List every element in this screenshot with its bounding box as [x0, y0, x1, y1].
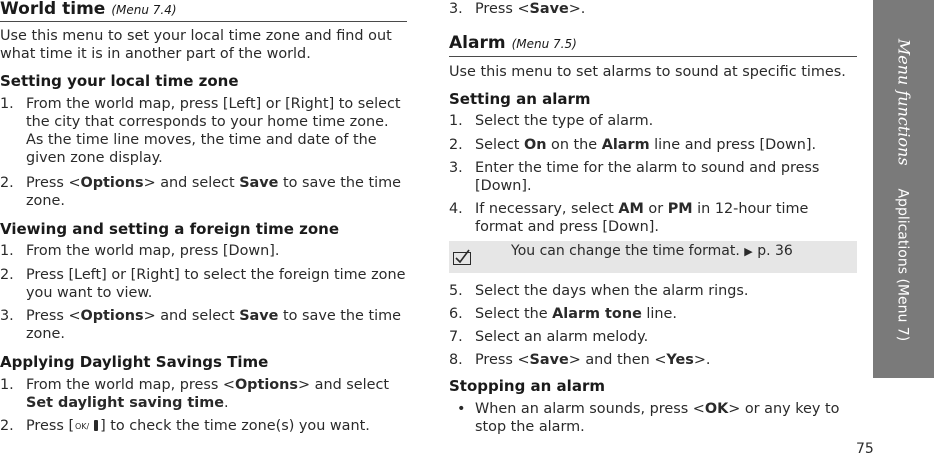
note-page-ref: p. 36 — [757, 243, 793, 259]
list-text: If necessary, select AM or PM in 12-hour time format and press [Down]. — [475, 201, 809, 235]
list-item — [449, 351, 857, 369]
list-number: 3. — [0, 308, 14, 324]
list-number: 3. — [449, 160, 463, 176]
list-number: 2. — [449, 137, 463, 153]
list-item — [449, 400, 857, 436]
list-number: 3. — [449, 1, 463, 17]
list-item — [449, 0, 857, 18]
world-time-title — [0, 0, 177, 19]
side-tab-subsection: Applications (Menu 7) — [894, 188, 911, 342]
world-time-menu-ref: (Menu 7.4) — [111, 3, 177, 17]
list-item — [0, 242, 407, 260]
list-text: From the world map, press [Down]. — [26, 243, 280, 259]
list-text: Press <Save>. — [475, 1, 586, 17]
alarm-rule — [449, 56, 857, 57]
list-number: 2. — [0, 267, 14, 283]
list-text: Select the Alarm tone line. — [475, 306, 677, 322]
note-text: You can change the time format. ▶ p. 36 — [511, 243, 793, 259]
list-item — [0, 266, 407, 302]
list-item — [449, 305, 857, 323]
side-tab-text — [894, 39, 913, 341]
alarm-menu-ref: (Menu 7.5) — [511, 37, 577, 51]
subheading-foreign-time-zone: Viewing and setting a foreign time zone — [0, 220, 340, 238]
alarm-title-text: Alarm — [449, 33, 506, 53]
list-text: Press <Options> and select Save to save the time zone. — [26, 308, 401, 342]
world-time-intro: Use this menu to set your local time zone and find out what time it is in another part of the world. — [0, 28, 392, 62]
list-item — [449, 200, 857, 236]
page-number: 75 — [856, 441, 874, 457]
subheading-setting-alarm: Setting an alarm — [449, 90, 591, 108]
bullet: • — [457, 401, 466, 417]
subheading-local-time-zone: Setting your local time zone — [0, 72, 239, 90]
list-text: Select the days when the alarm rings. — [475, 283, 749, 299]
world-time-title-text: World time — [0, 0, 106, 19]
list-text: Press <Save> and then <Yes>. — [475, 352, 711, 368]
list-text: Enter the time for the alarm to sound and press [Down]. — [475, 160, 820, 194]
list-item — [449, 112, 857, 130]
list-number: 5. — [449, 283, 463, 299]
world-time-rule — [0, 21, 407, 22]
list-number: 1. — [449, 113, 463, 129]
list-number: 1. — [0, 243, 14, 259]
list-item — [449, 282, 857, 300]
list-item — [0, 417, 407, 435]
list-text: When an alarm sounds, press <OK> or any key to stop the alarm. — [475, 401, 840, 435]
list-text: From the world map, press [Left] or [Right] to select the city that corresponds to your home time zone. As the time line moves, the time and date of the given zone display. — [26, 96, 401, 166]
list-number: 8. — [449, 352, 463, 368]
note-box — [449, 241, 857, 273]
list-item — [0, 95, 407, 167]
subheading-daylight-savings: Applying Daylight Savings Time — [0, 353, 269, 371]
side-tab-section: Menu functions — [894, 38, 914, 166]
list-text: Select the type of alarm. — [475, 113, 654, 129]
list-item — [0, 174, 407, 210]
check-note-icon — [453, 249, 471, 265]
list-text: Press [ OK/ ] to check the time zone(s) you want. — [26, 418, 370, 434]
list-text: From the world map, press <Options> and select Set daylight saving time. — [26, 377, 390, 411]
list-number: 2. — [0, 418, 14, 434]
ok-key-icon — [74, 419, 100, 432]
list-item — [0, 307, 407, 343]
list-text: Press <Options> and select Save to save the time zone. — [26, 175, 401, 209]
list-text: Select On on the Alarm line and press [Down]. — [475, 137, 817, 153]
list-item — [449, 136, 857, 154]
list-number: 6. — [449, 306, 463, 322]
list-item — [449, 159, 857, 195]
list-text: Press [Left] or [Right] to select the foreign time zone you want to view. — [26, 267, 406, 301]
arrow-right-icon: ▶ — [744, 245, 753, 258]
list-item — [449, 328, 857, 346]
list-number: 1. — [0, 377, 14, 393]
list-item — [0, 376, 407, 412]
list-number: 4. — [449, 201, 463, 217]
list-text: Select an alarm melody. — [475, 329, 649, 345]
alarm-intro: Use this menu to set alarms to sound at specific times. — [449, 64, 846, 80]
list-number: 2. — [0, 175, 14, 191]
subheading-stopping-alarm: Stopping an alarm — [449, 377, 605, 395]
list-number: 7. — [449, 329, 463, 345]
svg-text:OK/: OK/ — [75, 422, 90, 431]
alarm-title — [449, 34, 577, 53]
list-number: 1. — [0, 96, 14, 112]
side-tab — [873, 0, 934, 378]
